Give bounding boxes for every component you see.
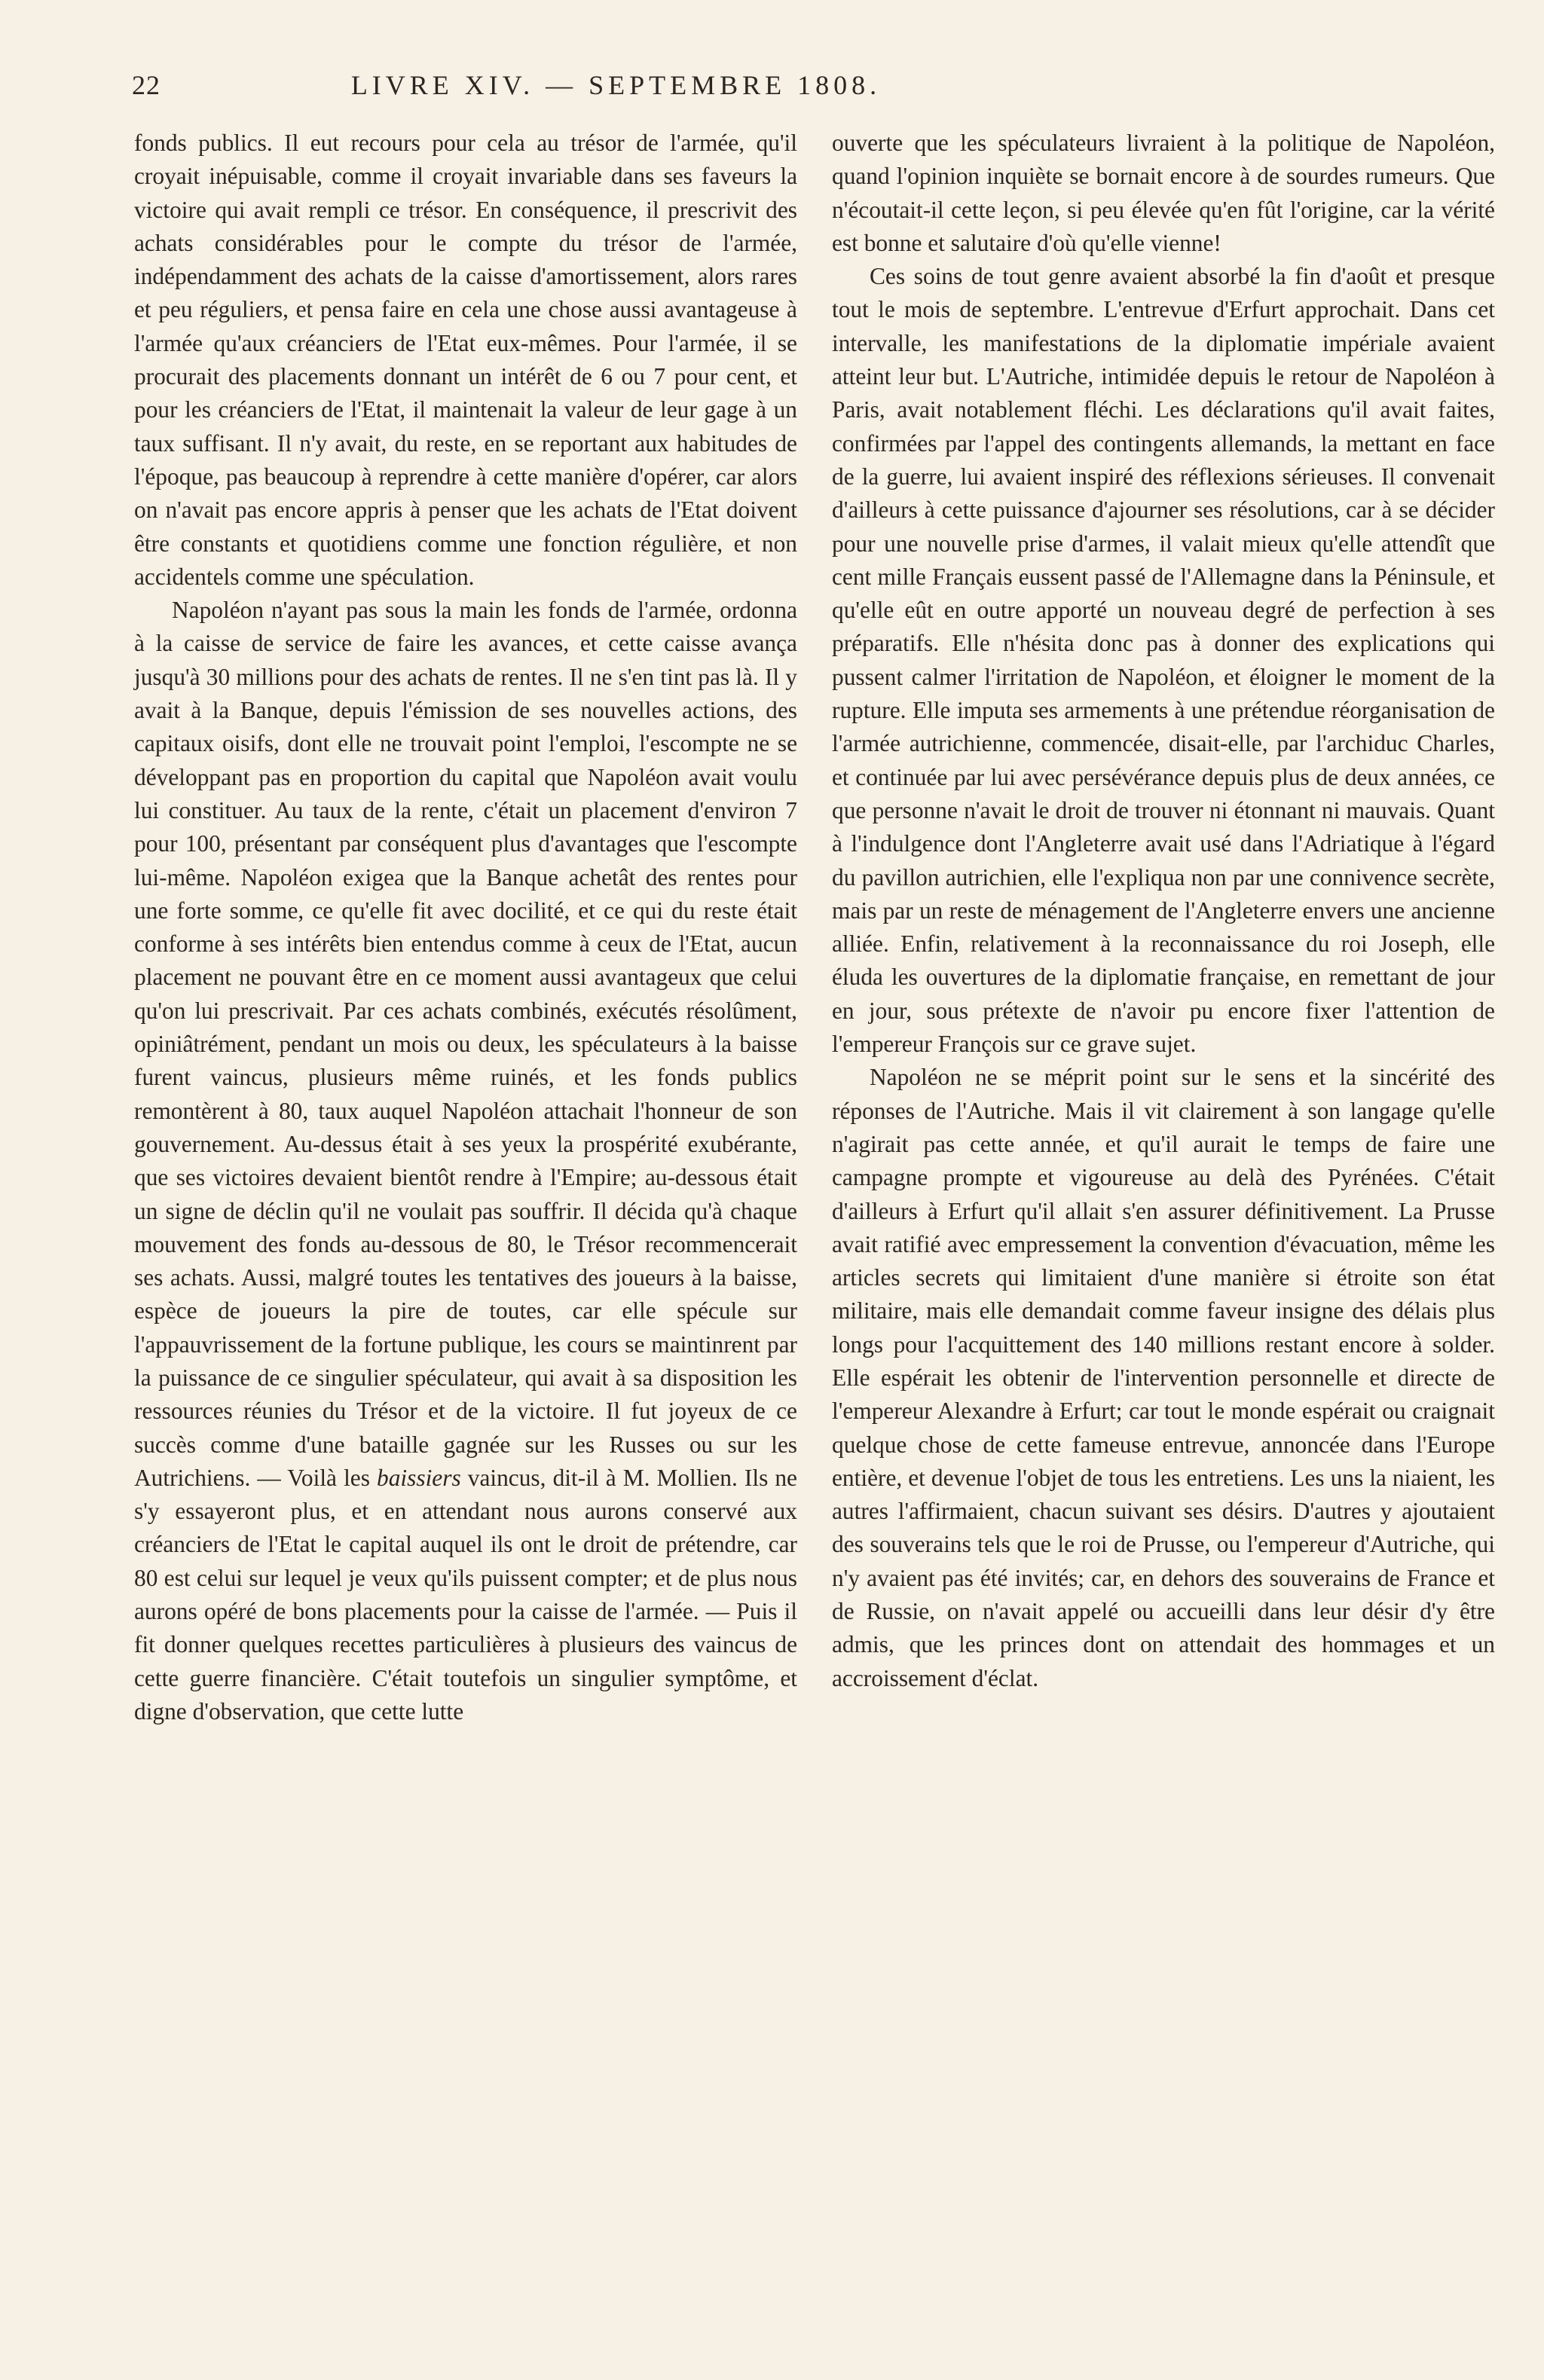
- left-column: [134, 127, 797, 1728]
- paragraph-text: vaincus, dit-il à M. Mollien. Ils ne s'y essayeront plus, et en attendant nous aurons conservé aux créanciers de l'Etat le capital auquel ils ont le droit de prétendre, car 80 est celui sur lequel je veux qu'ils puissent compter; et de plus nous aurons opéré de bons placements pour la caisse de l'armée. — Puis il fit donner quelques recettes particulières à plusieurs des vaincus de cette guerre financière. C'était toutefois un singulier symptôme, et digne d'observation, que cette lutte: [134, 1464, 797, 1725]
- paragraph: fonds publics. Il eut recours pour cela au trésor de l'armée, qu'il croyait inépuisable, comme il croyait invariable dans ses faveurs la victoire qui avait rempli ce trésor. En conséquence, il prescrivit des achats considérables pour le compte du trésor de l'armée, indépendamment des achats de la caisse d'amortissement, alors rares et peu réguliers, et pensa faire en cela une chose aussi avantageuse à l'armée qu'aux créanciers de l'Etat eux-mêmes. Pour l'armée, il se procurait des placements donnant un intérêt de 6 ou 7 pour cent, et pour les créanciers de l'Etat, il maintenait la valeur de leur gage à un taux suffisant. Il n'y avait, du reste, en se reportant aux habitudes de l'époque, pas beaucoup à reprendre à cette manière d'opérer, car alors on n'avait pas encore appris à penser que les achats de l'Etat doivent être constants et quotidiens comme une fonction régulière, et non accidentels comme une spéculation.: [134, 130, 797, 590]
- paragraph: [134, 594, 797, 1728]
- paragraph: Ces soins de tout genre avaient absorbé la fin d'août et presque tout le mois de septembre. L'entrevue d'Erfurt approchait. Dans cet intervalle, les manifestations de la diplomatie impériale avaient atteint leur but. L'Autriche, intimidée depuis le retour de Napoléon à Paris, avait notablement fléchi. Les déclarations qu'il avait faites, confirmées par l'appel des contingents allemands, la mettant en face de la guerre, lui avaient inspiré des réflexions sérieuses. Il convenait d'ailleurs à cette puissance d'ajourner ses résolutions, car à se décider pour une nouvelle prise d'armes, il valait mieux qu'elle attendît que cent mille Français eussent passé de l'Allemagne dans la Péninsule, et qu'elle eût en outre apporté un nouveau degré de perfection à ses préparatifs. Elle n'hésita donc pas à donner des explications qui pussent calmer l'irritation de Napoléon, et éloigner le moment de la rupture. Elle imputa ses armements à une prétendue réorganisation de l'armée autrichienne, commencée, disait-elle, par l'archiduc Charles, et continuée par lui avec persévérance depuis plus de deux années, ce que personne n'avait le droit de trouver ni étonnant ni mauvais. Quant à l'indulgence dont l'Angleterre avait usé dans l'Adriatique à l'égard du pavillon autrichien, elle l'expliqua non par une connivence secrète, mais par un reste de ménagement de l'Angleterre envers une ancienne alliée. Enfin, relativement à la reconnaissance du roi Joseph, elle éluda les ouvertures de la diplomatie française, en remettant de jour en jour, sous prétexte de n'avoir pu encore fixer l'attention de l'empereur François sur ce grave sujet.: [832, 263, 1495, 1058]
- paragraph-text: Napoléon n'ayant pas sous la main les fonds de l'armée, ordonna à la caisse de service de faire les avances, et cette caisse avança jusqu'à 30 millions pour des achats de rentes. Il ne s'en tint pas là. Il y avait à la Banque, depuis l'émission de ses nouvelles actions, des capitaux oisifs, dont elle ne trouvait point l'emploi, l'escompte ne se développant pas en proportion du capital que Napoléon avait voulu lui constituer. Au taux de la rente, c'était un placement d'environ 7 pour 100, présentant par conséquent plus d'avantages que l'escompte lui-même. Napoléon exigea que la Banque achetât des rentes pour une forte somme, ce qu'elle fit avec docilité, et ce qui du reste était conforme à ses intérêts bien entendus comme à ceux de l'Etat, aucun placement ne pouvant être en ce moment aussi avantageux que celui qu'on lui prescrivait. Par ces achats combinés, exécutés résolûment, opiniâtrément, pendant un mois ou deux, les spéculateurs à la baisse furent vaincus, plusieurs même ruinés, et les fonds publics remontèrent à 80, taux auquel Napoléon attachait l'honneur de son gouvernement. Au-dessus était à ses yeux la prospérité exubérante, que ses victoires devaient bientôt rendre à l'Empire; au-dessous était un signe de déclin qu'il ne voulait pas souffrir. Il décida qu'à chaque mouvement des fonds au-dessous de 80, le Trésor recommencerait ses achats. Aussi, malgré toutes les tentatives des joueurs à la baisse, espèce de joueurs la pire de toutes, car elle spécule sur l'appauvrissement de la fortune publique, les cours se maintinrent par la puissance de ce singulier spéculateur, qui avait à sa disposition les ressources réunies du Trésor et de la victoire. Il fut joyeux de ce succès comme d'une bataille gagnée sur les Russes ou sur les Autrichiens. — Voilà les: [134, 597, 797, 1491]
- italic-term: baissiers: [377, 1464, 461, 1491]
- running-head: LIVRE XIV. — SEPTEMBRE 1808.: [350, 70, 882, 100]
- paragraph: Napoléon ne se méprit point sur le sens et la sincérité des réponses de l'Autriche. Mais il vit clairement à son langage qu'elle n'agirait pas cette année, et qu'il aurait le temps de faire une campagne prompte et vigoureuse au delà des Pyrénées. C'était d'ailleurs à Erfurt qu'il allait s'en assurer définitivement. La Prusse avait ratifié avec empressement la convention d'évacuation, même les articles secrets qui limitaient d'une manière si étroite son état militaire, mais elle demandait comme faveur insigne des délais plus longs pour l'acquittement des 140 millions restant encore à solder. Elle espérait les obtenir de l'intervention personnelle et directe de l'empereur Alexandre à Erfurt; car tout le monde espérait ou craignait quelque chose de cette fameuse entrevue, annoncée dans l'Europe entière, et devenue l'objet de tous les entretiens. Les uns la niaient, les autres l'affirmaient, chacun suivant ses désirs. D'autres y ajoutaient des souverains tels que le roi de Prusse, ou l'empereur d'Autriche, qui n'y avaient pas été invités; car, en dehors des souverains de France et de Russie, on n'avait appelé ou accueilli dans leur désir d'y être admis, que les princes dont on attendait des hommages et un accroissement d'éclat.: [832, 1064, 1495, 1691]
- page-header: [132, 69, 1100, 115]
- right-column: [832, 127, 1495, 1695]
- page-number: 22: [132, 70, 161, 100]
- paragraph: ouverte que les spéculateurs livraient à la politique de Napoléon, quand l'opinion inquiète se bornait encore à de sourdes rumeurs. Que n'écoutait-il cette leçon, si peu élevée qu'en fût l'origine, car la vérité est bonne et salutaire d'où qu'elle vienne!: [832, 130, 1495, 256]
